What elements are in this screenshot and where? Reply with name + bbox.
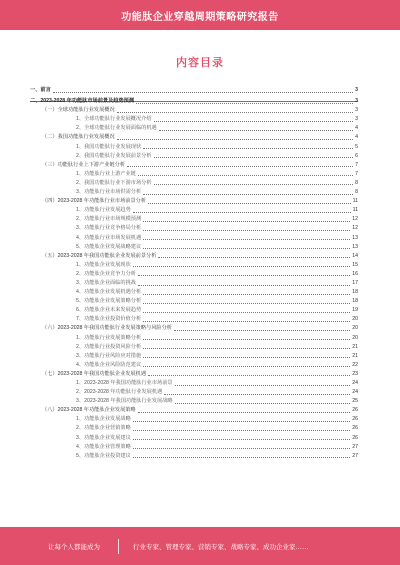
toc-leader-dots <box>138 275 350 276</box>
toc-entry[interactable] <box>30 124 358 133</box>
toc-entry[interactable] <box>30 133 358 142</box>
toc-leader-dots <box>143 348 350 349</box>
toc-entry[interactable] <box>30 397 358 406</box>
toc-entry-label: 2、我国功能肽行业下游市场分析 <box>76 179 152 186</box>
toc-leader-dots <box>143 221 350 222</box>
toc-entry-label: 5、功能肽企业发展策略分析 <box>76 298 142 305</box>
toc-entry-label: 3、功能肽行业市场供需分析 <box>76 189 142 196</box>
toc-leader-dots <box>133 430 350 431</box>
toc-entry-label: （四）2023-2028 年功能肽行业市场前景分析 <box>42 198 147 205</box>
toc-entry[interactable] <box>30 206 358 215</box>
toc-entry[interactable] <box>30 97 358 106</box>
toc-entry-page: 7 <box>355 161 358 168</box>
toc-leader-dots <box>158 257 350 258</box>
toc-leader-dots <box>117 139 353 140</box>
footer-bar <box>0 527 400 565</box>
toc-leader-dots <box>138 175 353 176</box>
toc-entry[interactable] <box>30 379 358 388</box>
toc-entry-page: 20 <box>352 316 358 323</box>
toc-entry-page: 22 <box>352 361 358 368</box>
toc-entry-page: 26 <box>352 416 358 423</box>
toc-entry-label: （六）2023-2028 年我国功能肽行业发展策略与风险分析 <box>42 325 172 332</box>
toc-leader-dots <box>154 121 354 122</box>
toc-entry-label: 1、功能肽行业上游产业链 <box>76 170 136 177</box>
footer-slogan-left: 让每个人都能成为 <box>48 543 100 551</box>
toc-entry-page: 13 <box>352 234 358 241</box>
toc-leader-dots <box>164 394 350 395</box>
toc-entry-label: 4、功能肽企业风险防范建议 <box>76 361 142 368</box>
toc-entry-label: 3、功能肽企业面临的挑战 <box>76 279 136 286</box>
toc-entry-label: 2、功能肽企业竞争力分析 <box>76 270 136 277</box>
toc-entry-page: 11 <box>352 198 358 205</box>
toc-entry-label: 1、我国功能肽行业发展现状 <box>76 143 142 150</box>
toc-entry-label: 1、功能肽企业发展战略 <box>76 416 131 423</box>
table-of-contents <box>30 86 358 461</box>
toc-entry[interactable] <box>30 179 358 188</box>
toc-leader-dots <box>138 412 351 413</box>
toc-entry[interactable] <box>30 343 358 352</box>
toc-leader-dots <box>136 103 353 104</box>
toc-entry-page: 15 <box>352 261 358 268</box>
toc-leader-dots <box>175 385 351 386</box>
toc-entry-label: 2、功能肽行业市场规模预测 <box>76 216 142 223</box>
toc-leader-dots <box>154 157 354 158</box>
toc-entry-page: 21 <box>352 352 358 359</box>
footer-divider <box>118 539 119 554</box>
toc-entry[interactable] <box>30 324 358 333</box>
toc-entry[interactable] <box>30 152 358 161</box>
toc-entry-page: 8 <box>355 189 358 196</box>
toc-entry-page: 6 <box>355 152 358 159</box>
toc-entry-label: 1、功能肽企业发展现状 <box>76 261 131 268</box>
toc-entry-page: 18 <box>352 289 358 296</box>
toc-entry[interactable] <box>30 197 358 206</box>
toc-entry-label: 2、功能肽企业营销策略 <box>76 425 131 432</box>
toc-entry-page: 11 <box>352 207 358 214</box>
toc-entry[interactable] <box>30 452 358 461</box>
toc-entry[interactable] <box>30 170 358 179</box>
toc-leader-dots <box>154 184 354 185</box>
toc-leader-dots <box>127 166 353 167</box>
toc-entry-page: 26 <box>352 434 358 441</box>
toc-leader-dots <box>133 212 351 213</box>
toc-entry-label: 7、功能肽企业投资价值分析 <box>76 316 142 323</box>
toc-entry[interactable] <box>30 261 358 270</box>
toc-entry-label: （八）2023-2028 年功能肽企业发展策略 <box>42 407 136 414</box>
toc-leader-dots <box>143 303 350 304</box>
toc-heading: 内容目录 <box>176 57 224 69</box>
toc-entry[interactable] <box>30 306 358 315</box>
toc-entry[interactable] <box>30 234 358 243</box>
toc-entry[interactable] <box>30 143 358 152</box>
toc-leader-dots <box>138 285 350 286</box>
toc-entry-label: 3、功能肽企业发展建议 <box>76 434 131 441</box>
toc-entry-page: 12 <box>352 216 358 223</box>
toc-entry-page: 16 <box>352 270 358 277</box>
toc-entry-page: 14 <box>352 252 358 259</box>
toc-entry-label: （一）全球功能肽行业发展概况 <box>42 107 115 114</box>
toc-entry-label: 2、全球功能肽行业发展面临的机遇 <box>76 125 157 132</box>
toc-entry-label: 5、功能肽企业发展战略建议 <box>76 243 142 250</box>
toc-entry-label: 4、功能肽企业发展机遇分析 <box>76 289 142 296</box>
toc-entry-page: 19 <box>352 307 358 314</box>
toc-entry[interactable] <box>30 106 358 115</box>
toc-entry-page: 23 <box>352 370 358 377</box>
toc-entry[interactable] <box>30 434 358 443</box>
toc-entry[interactable] <box>30 388 358 397</box>
toc-entry[interactable] <box>30 443 358 452</box>
toc-entry-label: 1、功能肽行业发展趋势 <box>76 207 131 214</box>
toc-leader-dots <box>133 439 350 440</box>
toc-leader-dots <box>159 130 353 131</box>
toc-leader-dots <box>143 339 350 340</box>
toc-entry-label: （五）2023-2028 年我国功能肽企业发展前景分析 <box>42 252 157 259</box>
toc-entry-page: 20 <box>352 325 358 332</box>
toc-entry-page: 26 <box>352 407 358 414</box>
toc-leader-dots <box>143 230 350 231</box>
toc-leader-dots <box>148 203 351 204</box>
toc-leader-dots <box>117 112 353 113</box>
toc-entry-label: 6、功能肽企业未来发展趋势 <box>76 307 142 314</box>
toc-entry-label: 2、2023-2028 年功能肽行业发展机遇 <box>76 389 163 396</box>
report-header-bar <box>0 0 400 30</box>
toc-leader-dots <box>143 239 350 240</box>
toc-entry-label: 1、2023-2028 年我国功能肽行业市场前景 <box>76 380 173 386</box>
toc-leader-dots <box>143 312 350 313</box>
toc-entry-page: 24 <box>352 380 358 386</box>
toc-entry-label: 3、功能肽行业竞争格局分析 <box>76 225 142 232</box>
toc-entry-label: （三）功能肽行业上下游产业链分析 <box>42 161 126 168</box>
toc-leader-dots <box>133 266 350 267</box>
toc-entry-page: 18 <box>352 298 358 305</box>
toc-entry[interactable] <box>30 297 358 306</box>
toc-entry-label: 一、前言 <box>30 87 51 93</box>
toc-entry-label: 3、功能肽行业风险应对措施 <box>76 352 142 359</box>
toc-entry-label: （二）我国功能肽行业发展概况 <box>42 134 115 141</box>
toc-entry-page: 26 <box>352 425 358 432</box>
toc-entry[interactable] <box>30 279 358 288</box>
toc-entry-page: 27 <box>352 443 358 450</box>
toc-entry-page: 3 <box>355 98 358 105</box>
toc-entry-page: 4 <box>355 125 358 132</box>
toc-entry[interactable] <box>30 288 358 297</box>
toc-entry[interactable] <box>30 243 358 252</box>
toc-entry-page: 3 <box>355 116 358 123</box>
toc-entry-page: 24 <box>352 389 358 396</box>
toc-entry[interactable] <box>30 370 358 379</box>
toc-entry-label: 5、功能肽企业投资建议 <box>76 452 131 459</box>
toc-leader-dots <box>148 375 350 376</box>
toc-entry[interactable] <box>30 188 358 197</box>
toc-leader-dots <box>53 92 353 93</box>
toc-entry[interactable] <box>30 215 358 224</box>
toc-leader-dots <box>143 194 353 195</box>
toc-entry[interactable] <box>30 252 358 261</box>
toc-entry-page: 27 <box>352 452 358 459</box>
toc-entry-page: 3 <box>355 107 358 114</box>
toc-leader-dots <box>143 248 350 249</box>
toc-entry-label: 4、功能肽行业市场发展机遇 <box>76 234 142 241</box>
toc-entry-label: 3、2023-2028 年我国功能肽行业发展战略 <box>76 398 173 405</box>
toc-entry[interactable] <box>30 334 358 343</box>
toc-entry-label: （七）2023-2028 年我国功能肽企业发展机遇 <box>42 370 147 377</box>
toc-entry-page: 20 <box>352 334 358 341</box>
toc-entry[interactable] <box>30 115 358 124</box>
toc-leader-dots <box>143 294 350 295</box>
toc-entry[interactable] <box>30 161 358 170</box>
toc-entry-label: 1、全球功能肽行业发展概况介绍 <box>76 116 152 123</box>
toc-entry-page: 17 <box>352 279 358 286</box>
toc-entry[interactable] <box>30 224 358 233</box>
toc-entry-page: 4 <box>355 134 358 141</box>
toc-leader-dots <box>143 357 350 358</box>
toc-entry-page: 25 <box>352 398 358 405</box>
toc-leader-dots <box>175 403 351 404</box>
report-title: 功能肽企业穿越周期策略研究报告 <box>121 11 279 23</box>
toc-entry[interactable] <box>30 415 358 424</box>
toc-entry-label: 二、2023-2028 年功能肽市场前景及趋势预测 <box>30 98 135 105</box>
toc-entry-page: 3 <box>355 87 358 93</box>
toc-entry-label: 1、功能肽行业发展策略分析 <box>76 334 142 341</box>
toc-entry-page: 13 <box>352 243 358 250</box>
toc-leader-dots <box>143 148 353 149</box>
toc-leader-dots <box>143 321 350 322</box>
toc-entry[interactable] <box>30 406 358 415</box>
toc-entry-page: 21 <box>352 343 358 350</box>
toc-entry-label: 4、功能肽企业管理策略 <box>76 443 131 450</box>
toc-entry[interactable] <box>30 315 358 324</box>
toc-entry-page: 8 <box>355 179 358 186</box>
footer-slogan-right: 行业专家、管理专家、营销专家、战略专家、成功企业家…… <box>133 543 309 551</box>
toc-leader-dots <box>133 421 350 422</box>
toc-entry-label: 2、功能肽行业投资风险分析 <box>76 343 142 350</box>
toc-entry[interactable] <box>30 361 358 370</box>
toc-leader-dots <box>133 448 350 449</box>
toc-leader-dots <box>143 366 350 367</box>
toc-entry-page: 7 <box>355 170 358 177</box>
toc-entry[interactable] <box>30 352 358 361</box>
toc-leader-dots <box>133 457 350 458</box>
toc-entry[interactable] <box>30 270 358 279</box>
toc-entry-label: 2、我国功能肽行业发展前景分析 <box>76 152 152 159</box>
toc-entry-page: 5 <box>355 143 358 150</box>
toc-leader-dots <box>174 330 350 331</box>
toc-entry[interactable] <box>30 86 358 95</box>
toc-entry[interactable] <box>30 424 358 433</box>
toc-entry-page: 12 <box>352 225 358 232</box>
